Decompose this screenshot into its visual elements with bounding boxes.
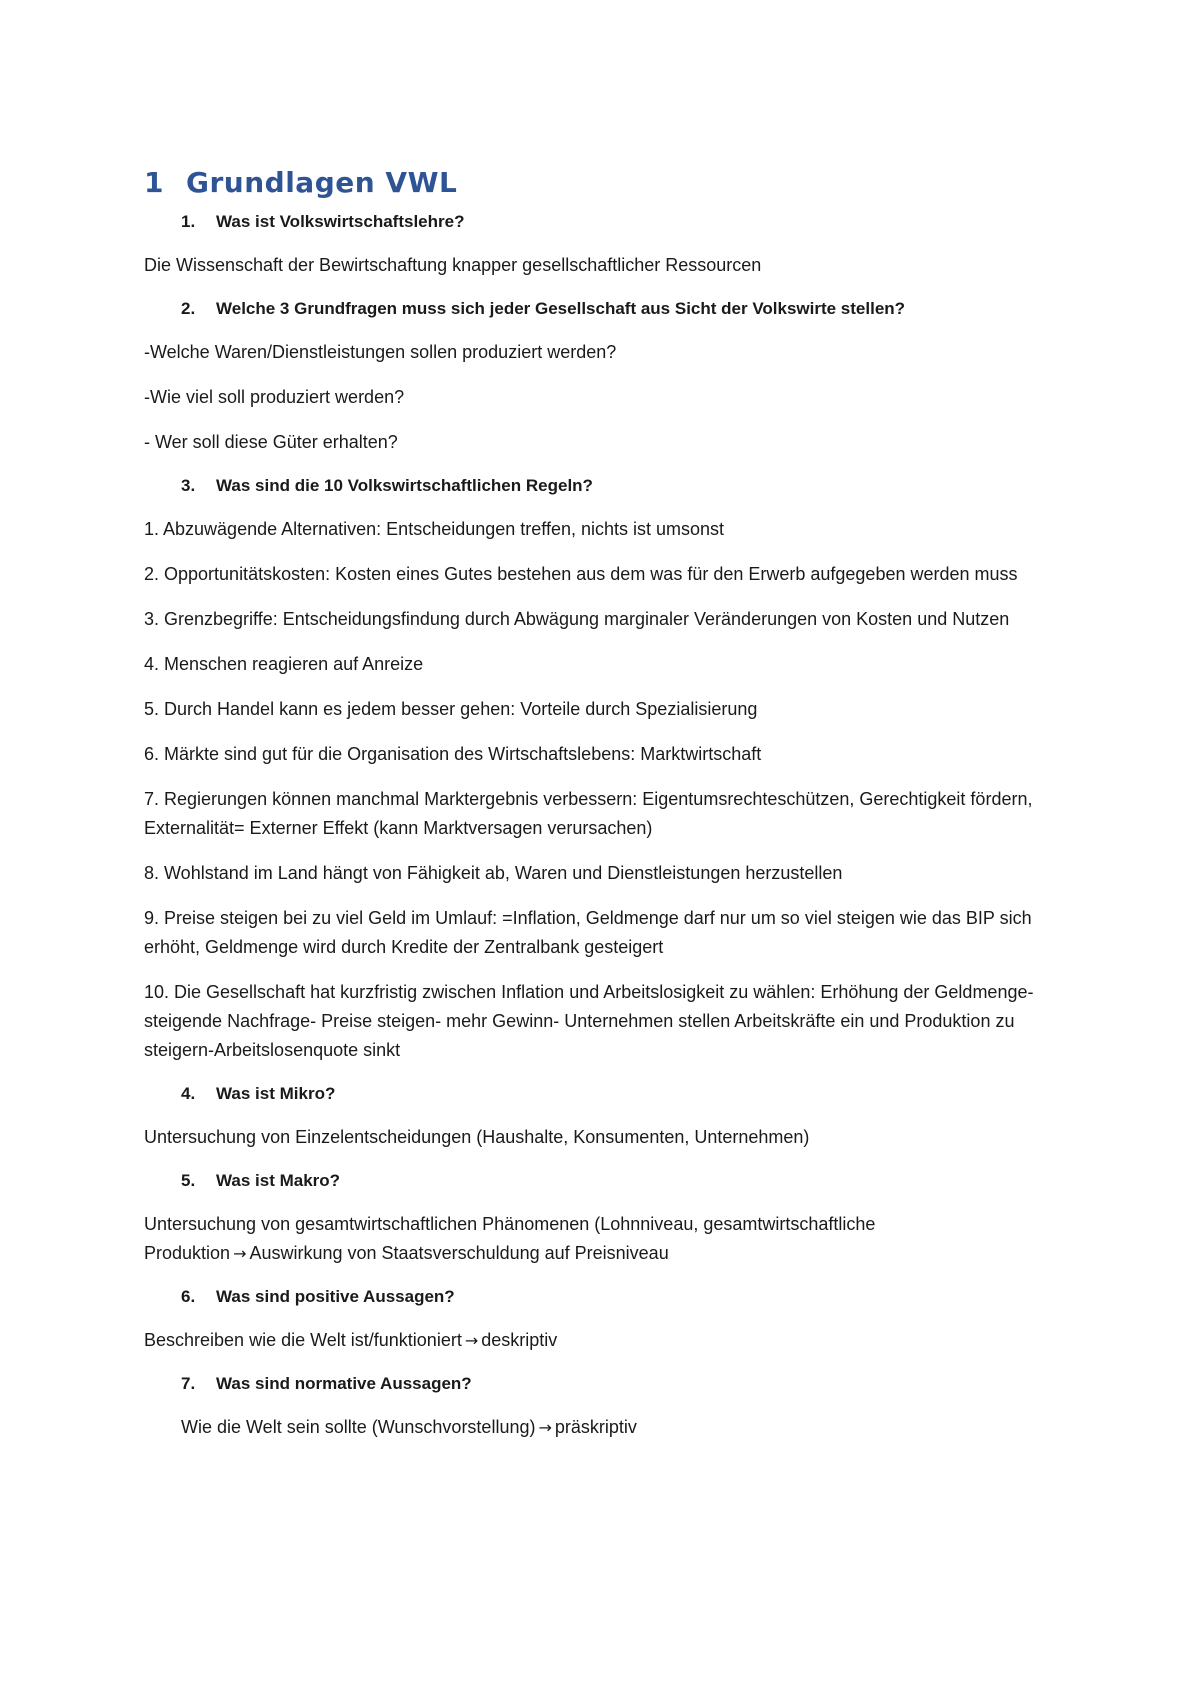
answer-text: Wie die Welt sein sollte (Wunschvorstellung) xyxy=(181,1417,536,1437)
rule-item: 9. Preise steigen bei zu viel Geld im Umlauf: =Inflation, Geldmenge darf nur um so viel steigen wie das BIP sich erhöht, Geldmenge wird durch Kredite der Zentralbank gesteigert xyxy=(144,908,1032,957)
answer-2-line: -Wie viel soll produziert werden? xyxy=(144,387,405,407)
question-2 xyxy=(181,296,1064,322)
rule-item: 2. Opportunitätskosten: Kosten eines Gutes bestehen aus dem was für den Erwerb aufgegeben werden muss xyxy=(144,564,1018,584)
question-number: 1. xyxy=(181,212,196,231)
heading-title: Grundlagen VWL xyxy=(186,166,458,199)
question-1 xyxy=(181,209,1064,235)
answer-text: Auswirkung von Staatsverschuldung auf Preisniveau xyxy=(249,1243,669,1263)
rule-item: 5. Durch Handel kann es jedem besser gehen: Vorteile durch Spezialisierung xyxy=(144,699,758,719)
rule-item: 8. Wohlstand im Land hängt von Fähigkeit ab, Waren und Dienstleistungen herzustellen xyxy=(144,863,843,883)
answer-text: deskriptiv xyxy=(481,1330,558,1350)
question-text: Was sind die 10 Volkswirtschaftlichen Regeln? xyxy=(216,476,593,495)
rule-item: 10. Die Gesellschaft hat kurzfristig zwischen Inflation und Arbeitslosigkeit zu wählen: Erhöhung der Geldmenge- steigende Nachfrage- Preise steigen- mehr Gewinn- Unternehmen stellen Arbeitskräfte ein und Produktion zu steigern-Arbeitslosenquote sinkt xyxy=(144,982,1034,1060)
answer-5 xyxy=(144,1210,1064,1268)
answer-4: Untersuchung von Einzelentscheidungen (Haushalte, Konsumenten, Unternehmen) xyxy=(144,1127,810,1147)
answer-6 xyxy=(144,1326,1064,1355)
question-4 xyxy=(181,1081,1064,1107)
arrow-right-icon: → xyxy=(233,1244,247,1263)
question-text: Was ist Mikro? xyxy=(216,1084,336,1103)
answer-2-line: - Wer soll diese Güter erhalten? xyxy=(144,432,398,452)
answer-7 xyxy=(181,1413,1064,1442)
question-number: 2. xyxy=(181,299,196,318)
question-text: Was sind positive Aussagen? xyxy=(216,1287,455,1306)
answer-text: Untersuchung von gesamtwirtschaftlichen Phänomenen (Lohnniveau, gesamtwirtschaftliche Produktion xyxy=(144,1214,876,1263)
question-text: Welche 3 Grundfragen muss sich jeder Gesellschaft aus Sicht der Volkswirte stellen? xyxy=(216,299,906,318)
answer-2-line: -Welche Waren/Dienstleistungen sollen produziert werden? xyxy=(144,342,617,362)
question-text: Was ist Makro? xyxy=(216,1171,341,1190)
answer-1: Die Wissenschaft der Bewirtschaftung knapper gesellschaftlicher Ressourcen xyxy=(144,255,762,275)
question-number: 4. xyxy=(181,1084,196,1103)
section-heading xyxy=(144,166,1064,199)
question-number: 6. xyxy=(181,1287,196,1306)
question-5 xyxy=(181,1168,1064,1194)
rule-item: 6. Märkte sind gut für die Organisation des Wirtschaftslebens: Marktwirtschaft xyxy=(144,744,762,764)
question-text: Was sind normative Aussagen? xyxy=(216,1374,472,1393)
rule-item: 1. Abzuwägende Alternativen: Entscheidungen treffen, nichts ist umsonst xyxy=(144,519,725,539)
rule-item: 3. Grenzbegriffe: Entscheidungsfindung durch Abwägung marginaler Veränderungen von Kosten und Nutzen xyxy=(144,609,1010,629)
heading-number: 1 xyxy=(144,166,164,199)
question-7 xyxy=(181,1371,1064,1397)
question-number: 7. xyxy=(181,1374,196,1393)
answer-text: präskriptiv xyxy=(554,1417,637,1437)
rule-item: 4. Menschen reagieren auf Anreize xyxy=(144,654,424,674)
question-number: 3. xyxy=(181,476,196,495)
answer-text: Beschreiben wie die Welt ist/funktioniert xyxy=(144,1330,462,1350)
arrow-right-icon: → xyxy=(538,1418,552,1437)
question-text: Was ist Volkswirtschaftslehre? xyxy=(216,212,465,231)
question-number: 5. xyxy=(181,1171,196,1190)
question-6 xyxy=(181,1284,1064,1310)
document-content xyxy=(144,166,1064,1458)
rule-item: 7. Regierungen können manchmal Marktergebnis verbessern: Eigentumsrechteschützen, Gerechtigkeit fördern, Externalität= Externer Effekt (kann Marktversagen verursachen) xyxy=(144,789,1033,838)
arrow-right-icon: → xyxy=(464,1331,479,1350)
question-3 xyxy=(181,473,1064,499)
